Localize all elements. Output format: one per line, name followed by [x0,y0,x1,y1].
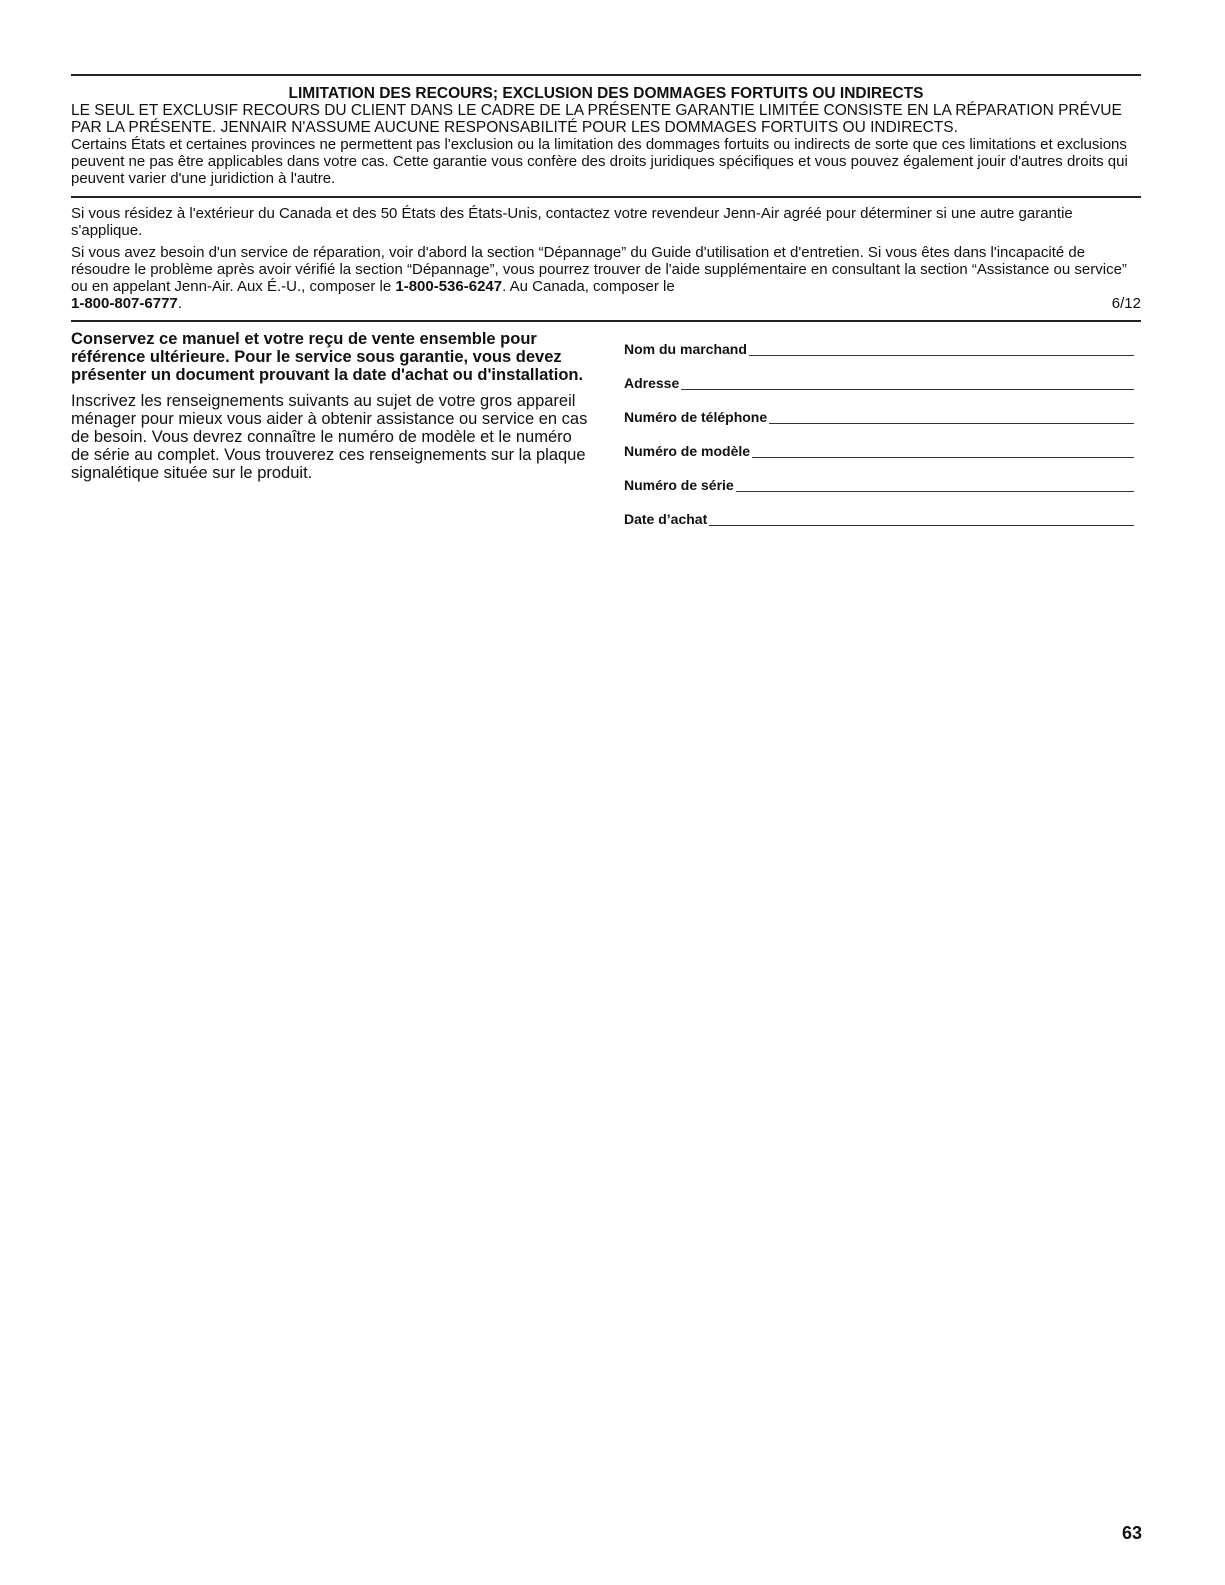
phone-line[interactable] [769,423,1134,424]
keep-heading: Conservez ce manuel et votre reçu de vente ensemble pour référence ultérieure. Pour le service sous garantie, vous devez présenter un document prouvant la date d'achat ou d'installation. [71,330,584,384]
info-section [71,198,1141,320]
outside-text: Si vous résidez à l'extérieur du Canada et des 50 États des États-Unis, contactez votre revendeur Jenn-Air agréé pour déterminer si une autre garantie s'applique. [71,205,1073,239]
address-label: Adresse [624,375,680,391]
purchase-date-label: Date d’achat [624,511,708,527]
service-paragraph [71,244,1141,295]
dealer-label: Nom du marchand [624,341,747,357]
canada-text: . Au Canada, composer le [502,278,675,295]
limitation-caps-text: LE SEUL ET EXCLUSIF RECOURS DU CLIENT DANS LE CADRE DE LA PRÉSENTE GARANTIE LIMITÉE CONSISTE EN LA RÉPARATION PRÉVUE PAR LA PRÉSENTE. JENNAIR N'ASSUME AUCUNE RESPONSABILITÉ POUR LES DOMMAGES FORTUITS OU INDIRECTS. [71,102,1122,136]
period: . [177,295,182,312]
service-text: Si vous avez besoin d'un service de réparation, voir d'abord la section “Dépannage” du Guide d'utilisation et d'entretien. Si vous êtes dans l'incapacité de résoudre le problème après avoir vérifié la section “Dépannage”, vous pourrez trouver de l'aide supplémentaire en consultant la section “Assistance ou service” ou en appelant Jenn-Air. Aux É.-U., composer le [71,244,1127,295]
dealer-line[interactable] [749,355,1134,356]
model-line[interactable] [752,457,1134,458]
limitation-title: LIMITATION DES RECOURS; EXCLUSION DES DOMMAGES FORTUITS OU INDIRECTS [288,85,924,102]
model-label: Numéro de modèle [624,443,751,459]
serial-line[interactable] [736,491,1134,492]
lower-rule [71,320,1141,322]
purchase-date-field[interactable] [624,510,1134,526]
page-number: 63 [1121,1523,1142,1543]
revision-code: 6/12 [1111,295,1141,312]
model-field[interactable] [624,442,1134,458]
address-field[interactable] [624,374,1134,390]
address-line[interactable] [681,389,1134,390]
purchase-date-line[interactable] [709,525,1134,526]
us-phone-number: 1-800-536-6247 [395,278,503,295]
serial-label: Numéro de série [624,477,734,493]
limitation-body-text: Certains États et certaines provinces ne permettent pas l'exclusion ou la limitation des dommages fortuits ou indirects de sorte que ces limitations et exclusions peuvent ne pas être applicables dans votre cas. Cette garantie vous confère des droits juridiques spécifiques et vous pouvez également jouir d'autres droits qui peuvent varier d'une juridiction à l'autre. [71,136,1128,187]
phone-label: Numéro de téléphone [624,409,768,425]
canada-phone-number: 1-800-807-6777 [71,295,178,312]
keep-column [71,330,591,544]
dealer-field[interactable] [624,340,1134,356]
top-rule [71,74,1141,76]
warranty-page [71,74,1141,544]
serial-field[interactable] [624,476,1134,492]
limitation-section [71,85,1141,196]
phone-field[interactable] [624,408,1134,424]
keep-body: Inscrivez les renseignements suivants au sujet de votre gros appareil ménager pour mieux vous aider à obtenir assistance ou service en cas de besoin. Vous devrez connaître le numéro de modèle et le numéro de série au complet. Vous trouverez ces renseignements sur la plaque signalétique située sur le produit. [71,392,588,482]
record-section [71,330,1141,544]
service-last-line [71,295,1141,312]
record-form [624,330,1134,544]
